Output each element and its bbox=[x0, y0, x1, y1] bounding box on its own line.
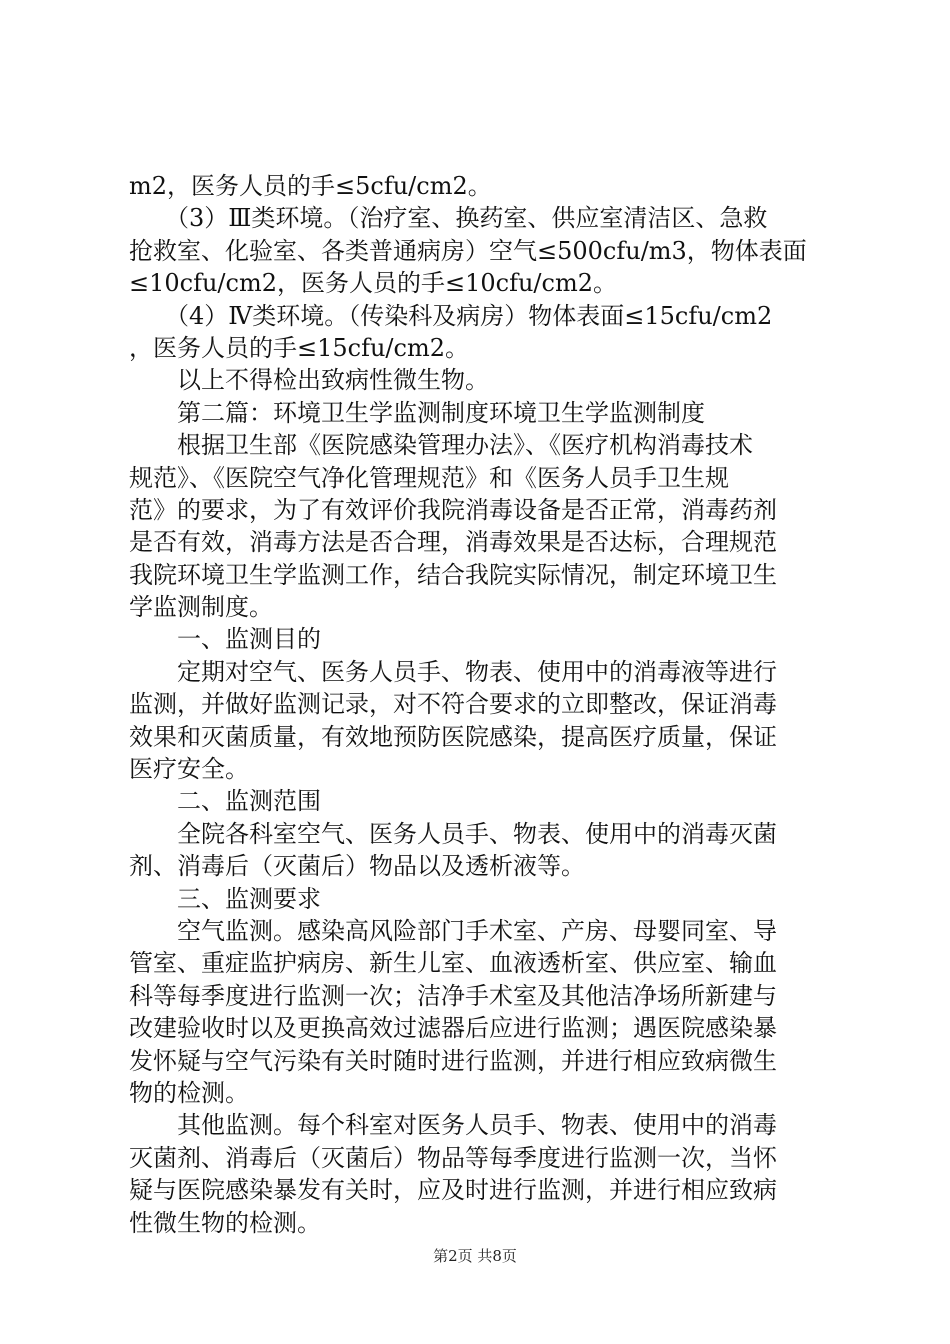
text-line: 改建验收时以及更换高效过滤器后应进行监测；遇医院感染暴 bbox=[129, 1014, 777, 1043]
page-number-footer: 第2页 共8页 bbox=[433, 1247, 517, 1265]
section-heading: 第二篇：环境卫生学监测制度环境卫生学监测制度 bbox=[129, 398, 705, 427]
text-line: 空气监测。感染高风险部门手术室、产房、母婴同室、导 bbox=[129, 916, 777, 945]
text-line: 学监测制度。 bbox=[129, 593, 273, 622]
text-line: 根据卫生部《医院感染管理办法》、《医疗机构消毒技术 bbox=[129, 431, 753, 460]
text-line: （3）Ⅲ类环境。（治疗室、换药室、供应室清洁区、急救 bbox=[129, 204, 768, 233]
text-line: 其他监测。每个科室对医务人员手、物表、使用中的消毒 bbox=[129, 1111, 777, 1140]
text-line: 管室、重症监护病房、新生儿室、血液透析室、供应室、输血 bbox=[129, 949, 777, 978]
text-line: 全院各科室空气、医务人员手、物表、使用中的消毒灭菌 bbox=[129, 819, 777, 848]
text-line: （4）Ⅳ类环境。（传染科及病房）物体表面≤15cfu/cm2 bbox=[129, 301, 773, 330]
text-line: 科等每季度进行监测一次；洁净手术室及其他洁净场所新建与 bbox=[129, 981, 777, 1010]
text-line: 剂、消毒后（灭菌后）物品以及透析液等。 bbox=[129, 852, 585, 881]
text-line: 灭菌剂、消毒后（灭菌后）物品等每季度进行监测一次，当怀 bbox=[129, 1143, 777, 1172]
section-heading: 一、监测目的 bbox=[129, 625, 321, 654]
text-line: 物的检测。 bbox=[129, 1078, 249, 1107]
text-line: 范》的要求，为了有效评价我院消毒设备是否正常，消毒药剂 bbox=[129, 495, 777, 524]
text-line: 医疗安全。 bbox=[129, 755, 249, 784]
document-body bbox=[129, 170, 834, 1239]
section-heading: 三、监测要求 bbox=[129, 884, 321, 913]
text-line: 以上不得检出致病性微生物。 bbox=[129, 366, 489, 395]
text-line: ，医务人员的手≤15cfu/cm2。 bbox=[129, 333, 469, 362]
text-line: 定期对空气、医务人员手、物表、使用中的消毒液等进行 bbox=[129, 657, 777, 686]
text-line: 是否有效，消毒方法是否合理，消毒效果是否达标，合理规范 bbox=[129, 528, 777, 557]
text-line: m2，医务人员的手≤5cfu/cm2。 bbox=[129, 172, 492, 200]
text-line: 发怀疑与空气污染有关时随时进行监测，并进行相应致病微生 bbox=[129, 1046, 777, 1075]
text-line: 效果和灭菌质量，有效地预防医院感染，提高医疗质量，保证 bbox=[129, 722, 777, 751]
text-line: 疑与医院感染暴发有关时，应及时进行监测，并进行相应致病 bbox=[129, 1176, 777, 1205]
text-line: 规范》、《医院空气净化管理规范》和《医务人员手卫生规 bbox=[129, 463, 729, 492]
text-line: 我院环境卫生学监测工作，结合我院实际情况，制定环境卫生 bbox=[129, 560, 777, 589]
text-line: ≤10cfu/cm2，医务人员的手≤10cfu/cm2。 bbox=[129, 269, 617, 298]
section-heading: 二、监测范围 bbox=[129, 787, 321, 816]
text-line: 抢救室、化验室、各类普通病房）空气≤500cfu/m3，物体表面 bbox=[129, 236, 807, 265]
text-line: 性微生物的检测。 bbox=[129, 1208, 321, 1237]
text-line: 监测，并做好监测记录，对不符合要求的立即整改，保证消毒 bbox=[129, 690, 777, 719]
